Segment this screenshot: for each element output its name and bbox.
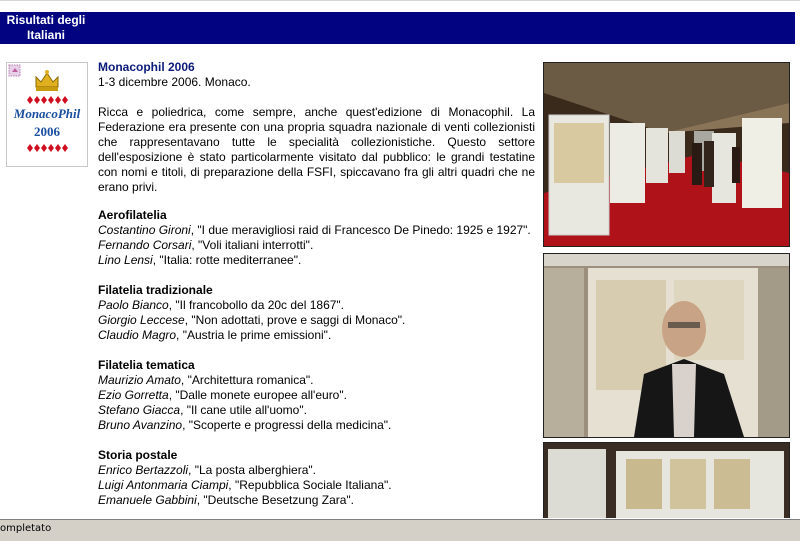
exhibit-entry bbox=[98, 463, 535, 478]
section-heading: Filatelia tematica bbox=[98, 358, 195, 372]
section bbox=[98, 208, 535, 283]
exhibitor-name: Emanuele Gabbini bbox=[98, 493, 197, 507]
section bbox=[98, 448, 535, 508]
exhibitor-name: Claudio Magro bbox=[98, 328, 177, 342]
exhibit-entry bbox=[98, 373, 535, 388]
exhibit-entry bbox=[98, 418, 535, 433]
header-bar bbox=[0, 12, 795, 44]
status-separator bbox=[0, 519, 800, 520]
logo-wordmark: MonacoPhil bbox=[13, 106, 81, 121]
exhibit-title: , "Dalle monete europee all'euro". bbox=[168, 388, 347, 402]
stamp-icon bbox=[7, 63, 23, 79]
sections-list bbox=[98, 208, 535, 508]
diamond-band-icon bbox=[25, 143, 69, 153]
diamond-band-icon bbox=[25, 95, 69, 105]
section bbox=[98, 283, 535, 358]
exhibit-entry bbox=[98, 328, 535, 343]
logo-year: 2006 bbox=[34, 124, 60, 139]
exhibit-entry bbox=[98, 223, 535, 238]
exhibit-title: , "Repubblica Sociale Italiana". bbox=[228, 478, 392, 492]
article bbox=[98, 60, 535, 508]
exhibit-title: , "La posta alberghiera". bbox=[188, 463, 316, 477]
exhibitor-name: Giorgio Leccese bbox=[98, 313, 185, 327]
exhibitor-name: Stefano Giacca bbox=[98, 403, 181, 417]
status-bar bbox=[0, 518, 800, 541]
exhibit-entry bbox=[98, 478, 535, 493]
article-title: Monacophil 2006 bbox=[98, 60, 195, 74]
exhibit-title: , "Il francobollo da 20c del 1867". bbox=[168, 298, 345, 312]
exhibit-title: , "Scoperte e progressi della medicina". bbox=[182, 418, 392, 432]
exhibitor-name: Luigi Antonmaria Ciampi bbox=[98, 478, 229, 492]
exhibitor-name: Maurizio Amato bbox=[98, 373, 181, 387]
section-heading: Aerofilatelia bbox=[98, 208, 167, 222]
exhibit-entry bbox=[98, 298, 535, 313]
exhibit-entry bbox=[98, 403, 535, 418]
exhibit-title: , "Non adottati, prove e saggi di Monaco". bbox=[184, 313, 406, 327]
exhibitor-name: Ezio Gorretta bbox=[98, 388, 169, 402]
photo-exhibition-hall bbox=[543, 62, 790, 247]
section-heading: Filatelia tradizionale bbox=[98, 283, 213, 297]
exhibit-entry bbox=[98, 253, 535, 268]
crown-icon bbox=[33, 69, 61, 93]
photo-exhibit-frames bbox=[543, 442, 790, 519]
exhibit-title: , "Deutsche Besetzung Zara". bbox=[196, 493, 354, 507]
exhibit-entry bbox=[98, 238, 535, 253]
exhibitor-name: Costantino Gironi bbox=[98, 223, 191, 237]
article-date: 1-3 dicembre 2006. Monaco. bbox=[98, 75, 251, 89]
section bbox=[98, 358, 535, 448]
exhibit-title: , "Austria le prime emissioni". bbox=[176, 328, 332, 342]
exhibit-entry bbox=[98, 493, 535, 508]
status-text: ompletato bbox=[0, 523, 52, 534]
exhibitor-name: Fernando Corsari bbox=[98, 238, 192, 252]
photo-collector-portrait bbox=[543, 253, 790, 438]
exhibit-title: , "Italia: rotte mediterranee". bbox=[152, 253, 302, 267]
exhibit-title: , "Architettura romanica". bbox=[180, 373, 314, 387]
exhibitor-name: Paolo Bianco bbox=[98, 298, 169, 312]
exhibitor-name: Lino Lensi bbox=[98, 253, 153, 267]
exhibitor-name: Bruno Avanzino bbox=[98, 418, 183, 432]
page-title: Risultati degli Italiani bbox=[6, 13, 86, 42]
exhibit-entry bbox=[98, 388, 535, 403]
exhibitor-name: Enrico Bertazzoli bbox=[98, 463, 189, 477]
monacophil-logo bbox=[6, 62, 88, 167]
article-intro: Ricca e poliedrica, come sempre, anche quest'edizione di Monacophil. La Federazione era presente con una propria squadra nazionale di venti collezionisti che rappresentavano tutte le specialità collezionistiche. Questo settore dell'esposizione è stato particolarmente visitato dal pubblico: le grandi testatine con nomi e titoli, di preparazione della FSFI, spiccavano fra gli altri quadri che ne erano privi. bbox=[98, 105, 535, 194]
exhibit-title: , "Il cane utile all'uomo". bbox=[180, 403, 307, 417]
exhibit-title: , "Voli italiani interrotti". bbox=[191, 238, 314, 252]
exhibit-entry bbox=[98, 313, 535, 328]
window-top-edge bbox=[0, 0, 800, 1]
exhibit-title: , "I due meravigliosi raid di Francesco De Pinedo: 1925 e 1927". bbox=[190, 223, 531, 237]
section-heading: Storia postale bbox=[98, 448, 178, 462]
